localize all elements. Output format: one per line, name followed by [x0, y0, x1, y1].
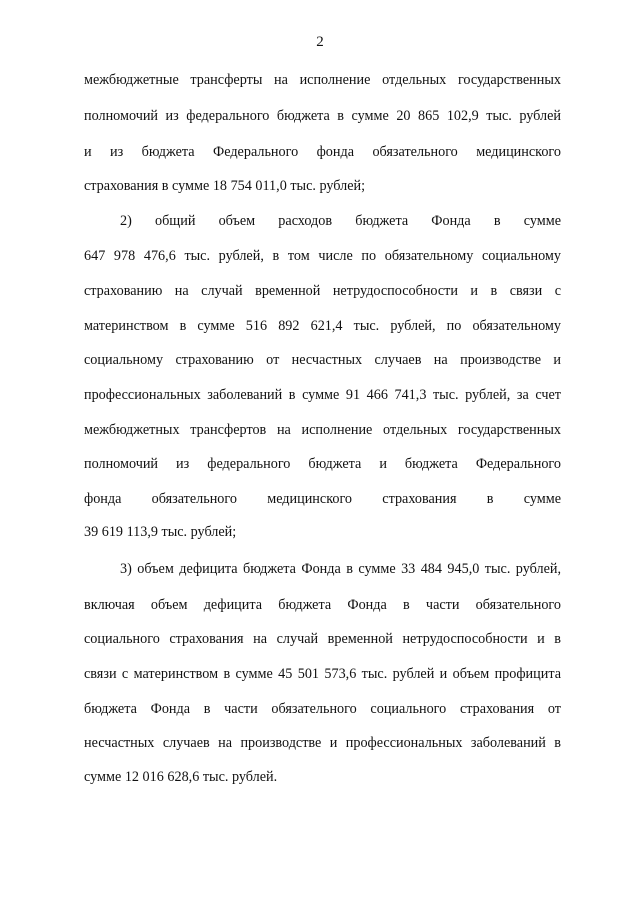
text-line: межбюджетные трансферты на исполнение отдельных государственных — [84, 72, 561, 88]
text-line: связи с материнством в сумме 45 501 573,6 тыс. рублей и объем профицита — [84, 666, 561, 682]
text-line: 3) объем дефицита бюджета Фонда в сумме 33 484 945,0 тыс. рублей, — [120, 561, 561, 577]
text-line: социального страхования на случай временной нетрудоспособности и в — [84, 631, 561, 647]
text-line: межбюджетных трансфертов на исполнение отдельных государственных — [84, 422, 561, 438]
page-number: 2 — [316, 34, 324, 50]
text-line: 647 978 476,6 тыс. рублей, в том числе по обязательному социальному — [84, 248, 561, 264]
text-line: 2) общий объем расходов бюджета Фонда в сумме — [120, 213, 561, 229]
text-line: материнством в сумме 516 892 621,4 тыс. рублей, по обязательному — [84, 318, 561, 334]
text-line: 39 619 113,9 тыс. рублей; — [84, 524, 237, 540]
text-line: включая объем дефицита бюджета Фонда в части обязательного — [84, 597, 561, 613]
text-line: социальному страхованию от несчастных случаев на производстве и — [84, 352, 561, 368]
text-line: и из бюджета Федерального фонда обязательного медицинского — [84, 144, 561, 160]
text-line: страхования в сумме 18 754 011,0 тыс. рублей; — [84, 178, 366, 194]
text-line: профессиональных заболеваний в сумме 91 466 741,3 тыс. рублей, за счет — [84, 387, 561, 403]
text-line: несчастных случаев на производстве и профессиональных заболеваний в — [84, 735, 561, 751]
text-line: страхованию на случай временной нетрудоспособности и в связи с — [84, 283, 561, 299]
text-line: сумме 12 016 628,6 тыс. рублей. — [84, 769, 278, 785]
text-line: полномочий из федерального бюджета и бюджета Федерального — [84, 456, 561, 472]
text-line: фонда обязательного медицинского страхования в сумме — [84, 491, 561, 507]
text-line: бюджета Фонда в части обязательного социального страхования от — [84, 701, 561, 717]
text-line: полномочий из федерального бюджета в сумме 20 865 102,9 тыс. рублей — [84, 108, 561, 124]
